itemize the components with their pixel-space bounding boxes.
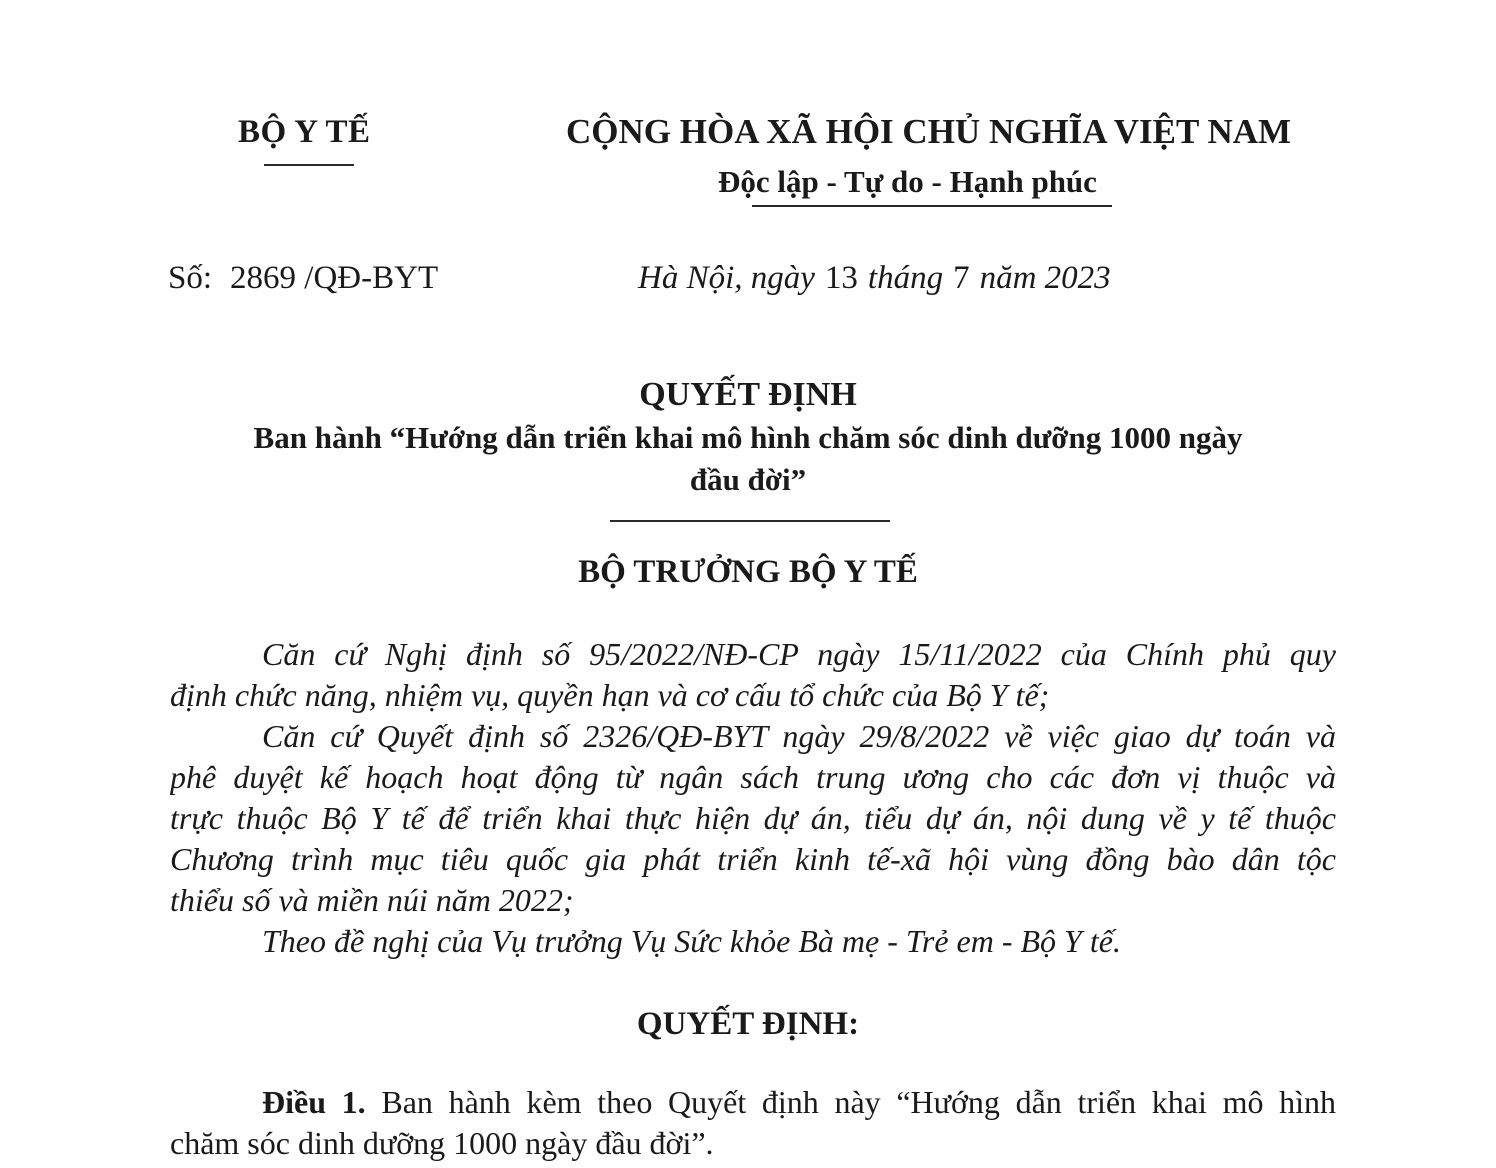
number-prefix: Số: (168, 260, 213, 296)
document-number (168, 260, 438, 297)
document-subtitle-line2: đầu đời” (689, 462, 807, 497)
preamble-line: Theo đề nghị của Vụ trưởng Vụ Sức khỏe Bà mẹ - Trẻ em - Bộ Y tế. (262, 923, 1121, 959)
article-1-line2: chăm sóc dinh dưỡng 1000 ngày đầu đời”. (170, 1125, 714, 1161)
preamble-line: phê duyệt kế hoạch hoạt động từ ngân sách trung ương cho các đơn vị thuộc và (170, 759, 1336, 795)
preamble-line: Căn cứ Quyết định số 2326/QĐ-BYT ngày 29/8/2022 về việc giao dự toán và (262, 718, 1336, 754)
date-text-3: năm 2023 (979, 260, 1111, 296)
issuing-ministry: BỘ Y TẾ (238, 114, 371, 150)
preamble-line: Căn cứ Nghị định số 95/2022/NĐ-CP ngày 15/11/2022 của Chính phủ quy (262, 636, 1336, 672)
document-type: QUYẾT ĐỊNH (639, 376, 857, 413)
date-text-1: Hà Nội, ngày (638, 260, 815, 296)
title-separator (610, 520, 890, 522)
decision-heading: QUYẾT ĐỊNH: (636, 1006, 860, 1042)
national-motto: Độc lập - Tự do - Hạnh phúc (718, 164, 1097, 199)
national-title: CỘNG HÒA XÃ HỘI CHỦ NGHĨA VIỆT NAM (566, 112, 1292, 151)
issuing-authority: BỘ TRƯỞNG BỘ Y TẾ (578, 554, 918, 590)
motto-underline (752, 205, 1112, 207)
preamble-line: định chức năng, nhiệm vụ, quyền hạn và cơ cấu tổ chức của Bộ Y tế; (170, 677, 1050, 713)
article-1-line1 (170, 1082, 1336, 1123)
article-1-text: Ban hành kèm theo Quyết định này “Hướng dẫn triển khai mô hình (381, 1084, 1336, 1120)
article-1-label: Điều 1. (262, 1084, 366, 1120)
document-subtitle-line1: Ban hành “Hướng dẫn triển khai mô hình chăm sóc dinh dưỡng 1000 ngày (253, 420, 1243, 455)
preamble-line: thiểu số và miền núi năm 2022; (170, 882, 574, 918)
ministry-underline (264, 164, 354, 166)
number-suffix: /QĐ-BYT (304, 260, 439, 296)
number-value: 2869 (230, 260, 297, 296)
place-and-date (638, 260, 1111, 297)
date-text-2: tháng (867, 260, 944, 296)
preamble-line: trực thuộc Bộ Y tế để triển khai thực hiện dự án, tiểu dự án, nội dung về y tế thuộc (170, 800, 1336, 836)
date-month: 7 (953, 260, 970, 296)
date-day: 13 (824, 260, 858, 296)
preamble-line: Chương trình mục tiêu quốc gia phát triển kinh tế-xã hội vùng đồng bào dân tộc (170, 841, 1336, 877)
